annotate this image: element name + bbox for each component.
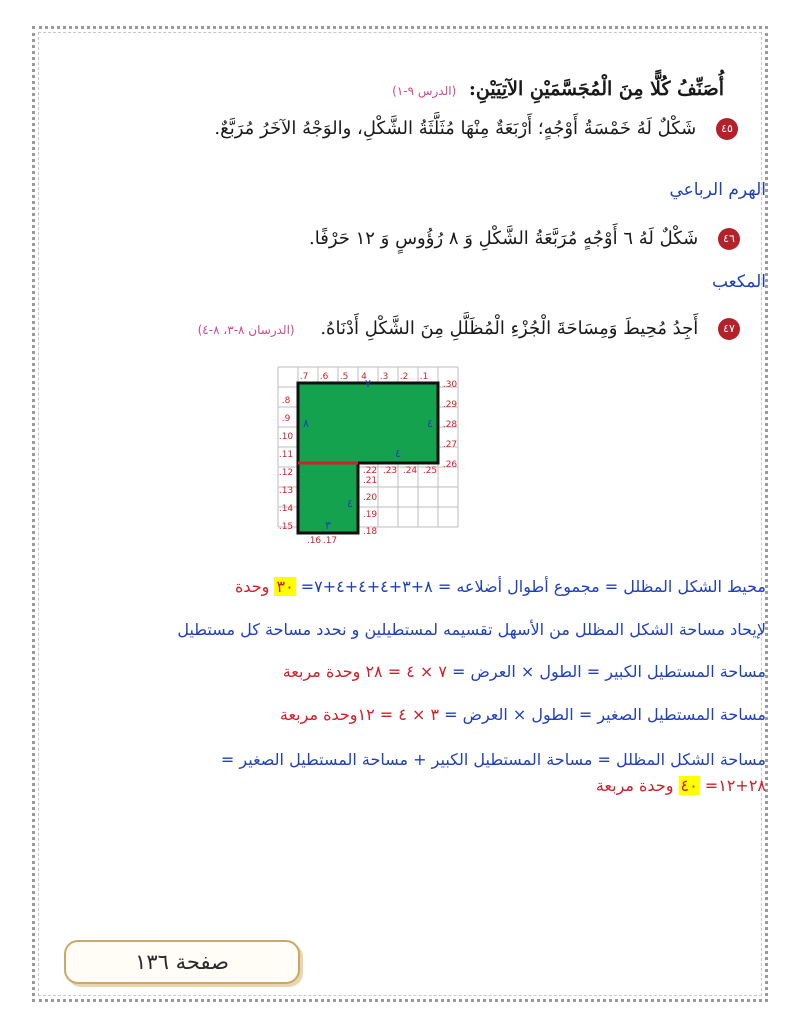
- total-sum: ٢٨+١٢=: [699, 776, 766, 795]
- side-label-left-lower: ٤: [347, 497, 353, 510]
- count-label: .20: [362, 493, 378, 503]
- count-label: .27: [442, 440, 458, 450]
- grid-figure: [268, 362, 468, 552]
- total-area-label: مساحة الشكل المظلل = مساحة المستطيل الكبير + مساحة المستطيل الصغير =: [220, 750, 766, 769]
- count-label: .9: [281, 414, 291, 424]
- count-label: .1: [419, 372, 429, 382]
- answer-46: المكعب: [711, 272, 766, 292]
- heading-text: أُصَنِّفُ كُلًّا مِنَ الْمُجَسَّمَيْنِ الآتِيَيْنِ:: [468, 78, 724, 100]
- side-label-left-upper: ٨: [303, 417, 309, 430]
- answer-45: الهرم الرباعي: [669, 180, 766, 200]
- side-label-middle: ٤: [395, 447, 401, 460]
- section-heading: [392, 78, 724, 100]
- count-label: .19: [362, 510, 378, 520]
- count-label: .18: [362, 527, 378, 537]
- question-46: [309, 228, 740, 250]
- count-label: .14: [278, 504, 294, 514]
- small-rect-value: ٣ × ٤ = ١٢وحدة مربعة: [279, 705, 440, 724]
- lesson-ref: (الدرسان ٨-٣، ٨-٤): [197, 323, 295, 337]
- question-text: شَكْلٌ لَهُ خَمْسَةُ أَوْجُهٍ؛ أَرْبَعَةٌ مِنْهَا مُثَلَّثَةُ الشَّكْلِ، والوَجْهُ الآخَرُ مُرَبَّعٌ.: [214, 118, 697, 139]
- count-label: .11: [278, 450, 294, 460]
- count-label: .25: [422, 466, 438, 476]
- perimeter-result: ٣٠: [276, 577, 294, 596]
- question-47: [198, 318, 740, 340]
- count-label: .30: [442, 380, 458, 390]
- shaded-figure: [268, 362, 468, 552]
- count-label: .13: [278, 486, 294, 496]
- total-unit: وحدة مربعة: [595, 776, 679, 795]
- count-label: .5: [339, 372, 349, 382]
- count-label: .3: [379, 372, 389, 382]
- count-label: .6: [319, 372, 329, 382]
- small-rect-area: [280, 705, 766, 724]
- count-label: .26: [442, 460, 458, 470]
- page-number: صفحة ١٣٦: [135, 950, 229, 974]
- side-label-top: ٧: [365, 377, 371, 390]
- perimeter-unit: وحدة: [234, 577, 275, 596]
- count-label: .2: [399, 372, 409, 382]
- total-result: ٤٠: [680, 776, 698, 795]
- count-label: .23: [382, 466, 398, 476]
- count-label: .22: [362, 466, 378, 476]
- count-label: 4: [361, 372, 367, 382]
- question-number-badge: ٤٦: [718, 228, 740, 250]
- question-text: شَكْلٌ لَهُ ٦ أَوْجُهٍ مُرَبَّعَةُ الشَّكْلِ وَ ٨ رُؤُوسٍ وَ ١٢ حَرْفًا.: [309, 228, 699, 249]
- split-explanation: لإيحاد مساحة الشكل المظلل من الأسهل تقسيمه لمستطيلين و نحدد مساحة كل مستطيل: [177, 620, 766, 639]
- count-label: .12: [278, 468, 294, 478]
- perimeter-text: محيط الشكل المظلل = مجموع أطوال أضلاعه = ٨+٣+٤+٤+٤+٧=: [295, 577, 766, 596]
- count-label: .24: [402, 466, 418, 476]
- count-label: .10: [278, 432, 294, 442]
- count-label: .21: [362, 476, 378, 486]
- count-label: .7: [299, 372, 309, 382]
- count-label: .15: [278, 522, 294, 532]
- question-number-badge: ٤٧: [718, 318, 740, 340]
- page-number-tag: [64, 940, 300, 984]
- small-rect-label: مساحة المستطيل الصغير = الطول × العرض =: [439, 705, 766, 724]
- question-text: أَجِدُ مُحِيطَ وَمِسَاحَةَ الْجُزْءِ الْمُظَلَّلِ مِنَ الشَّكْلِ أَدْنَاهُ.: [320, 318, 699, 339]
- count-label: .17: [322, 536, 338, 546]
- side-label-right-upper: ٤: [427, 417, 433, 430]
- big-rect-label: مساحة المستطيل الكبير = الطول × العرض =: [446, 662, 766, 681]
- count-label: .29: [442, 400, 458, 410]
- big-rect-area: [283, 662, 766, 681]
- question-45: [214, 118, 738, 140]
- count-label: .16: [306, 536, 322, 546]
- question-number-badge: ٤٥: [716, 118, 738, 140]
- perimeter-line: [235, 577, 766, 596]
- count-label: .8: [281, 396, 291, 406]
- count-label: .28: [442, 420, 458, 430]
- big-rect-value: ٧ × ٤ = ٢٨ وحدة مربعة: [282, 662, 447, 681]
- lesson-ref: (الدرس ٩-١): [392, 84, 457, 98]
- side-label-bottom: ٣: [325, 519, 331, 532]
- total-area-value: [596, 776, 766, 795]
